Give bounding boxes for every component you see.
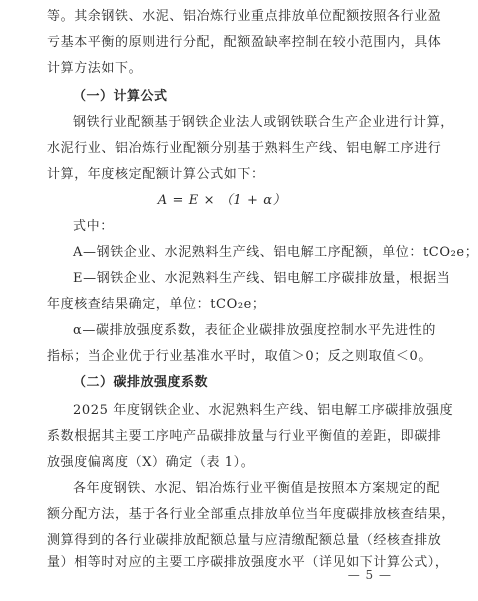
text-line: 放强度偏离度（X）确定（表 1）。 <box>47 455 255 470</box>
text-line: 测算得到的各行业碳排放配额总量与应清缴配额总量（经核查排放 <box>47 533 442 548</box>
text-line: 计算方法如下。 <box>47 61 143 76</box>
text-line: 等。其余钢铁、水泥、铝冶炼行业重点排放单位配额按照各行业盈 <box>47 9 442 24</box>
text-line: 水泥行业、铝冶炼行业配额分别基于熟料生产线、铝电解工序进行 <box>47 141 442 156</box>
definition-alpha: α—碳排放强度系数，表征企业碳排放强度控制水平先进性的 <box>73 323 436 338</box>
text-line: 式中： <box>73 219 114 234</box>
definition-e: E—钢铁企业、水泥熟料生产线、铝电解工序碳排放量，根据当 <box>73 271 451 286</box>
section-heading-coefficient: （二）碳排放强度系数 <box>73 375 209 390</box>
text-line: 2025 年度钢铁企业、水泥熟料生产线、铝电解工序碳排放强度 <box>73 403 454 418</box>
section-heading-formula: （一）计算公式 <box>73 89 168 104</box>
allocation-formula: A = E × （1 + α） <box>157 193 287 208</box>
text-line: 年度核查结果确定，单位：tCO₂e； <box>47 297 266 312</box>
text-line: 量）相等时对应的主要工序碳排放强度水平（详见如下计算公式）， <box>47 555 449 570</box>
text-line: 各年度钢铁、水泥、铝冶炼行业平衡值是按照本方案规定的配 <box>73 481 441 496</box>
definition-a: A—钢铁企业、水泥熟料生产线、铝电解工序配额，单位：tCO₂e； <box>73 245 478 260</box>
text-line: 钢铁行业配额基于钢铁企业法人或钢铁联合生产企业进行计算， <box>73 115 454 130</box>
text-line: 计算，年度核定配额计算公式如下： <box>47 167 265 182</box>
text-line: 额分配方法，基于各行业全部重点排放单位当年度碳排放核查结果， <box>47 507 456 522</box>
text-line: 亏基本平衡的原则进行分配，配额盈缺率控制在较小范围内，具体 <box>47 35 442 50</box>
page-number: — 5 — <box>347 568 392 582</box>
text-line: 指标；当企业优于行业基准水平时，取值＞0；反之则取值＜0。 <box>47 349 432 364</box>
text-line: 系数根据其主要工序吨产品碳排放量与行业平衡值的差距，即碳排 <box>47 429 442 444</box>
